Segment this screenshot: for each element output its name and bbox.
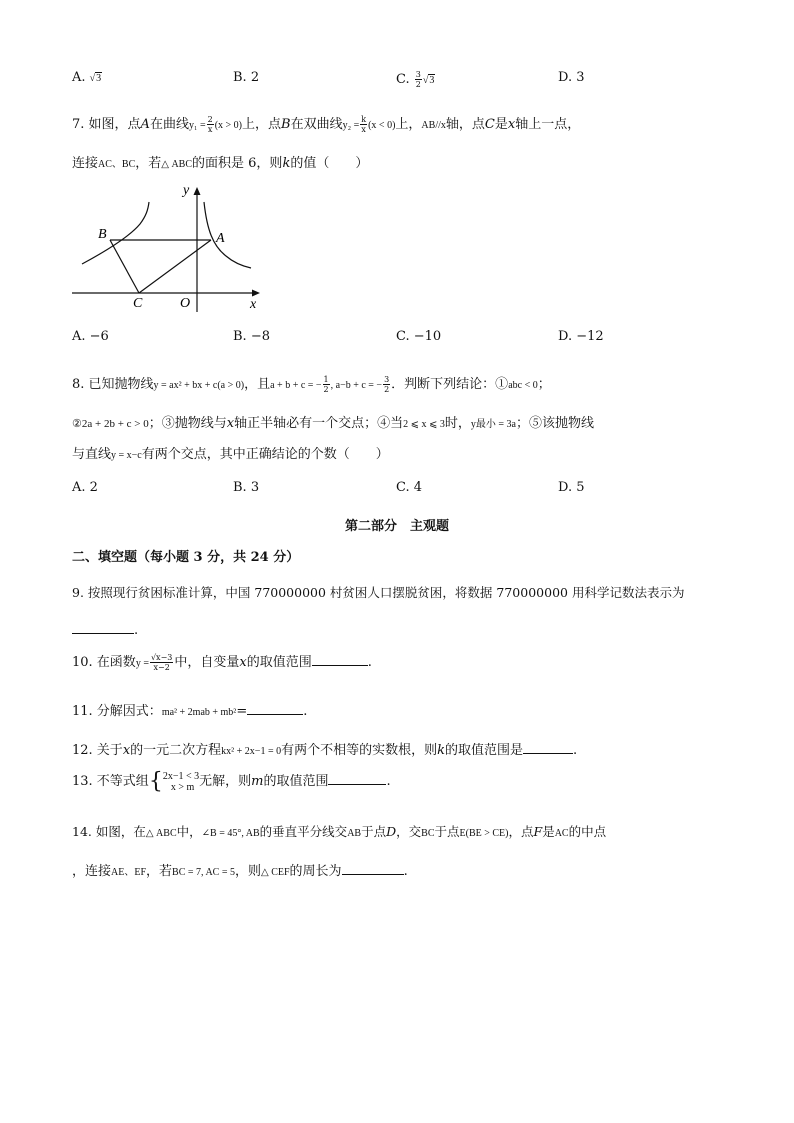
math: y = ax² + bx + c(a > 0)	[153, 380, 245, 391]
fraction	[150, 653, 173, 672]
label-o: O	[180, 296, 191, 311]
denominator: x	[207, 125, 213, 134]
denominator: 2	[323, 385, 329, 394]
option-label: A.	[72, 70, 86, 85]
math: AB//x	[421, 120, 446, 131]
q8-option-a: A. 2	[72, 480, 98, 495]
text: .	[573, 743, 578, 758]
variable: x	[507, 117, 516, 132]
text: 的取值范围	[246, 655, 312, 670]
text: 的取值范围是	[445, 743, 524, 758]
fraction	[207, 115, 214, 134]
q8-option-b: B. 3	[233, 480, 260, 495]
denominator: 2	[384, 385, 390, 394]
label-x: x	[250, 297, 257, 312]
q7-option-c: C. −10	[396, 329, 442, 344]
text: 在曲线	[149, 117, 189, 132]
text: ，点	[508, 824, 534, 839]
radicand: 3	[429, 75, 435, 86]
math: kx² + 2x−1 = 0	[221, 746, 282, 757]
math: △ CEF	[261, 867, 290, 878]
text: 轴上一点，	[515, 117, 581, 132]
math: BC = 7, AC = 5	[172, 867, 235, 878]
text: ，若	[135, 156, 162, 171]
text: 上，	[395, 117, 422, 132]
text: 无解，则	[199, 774, 252, 789]
inequality-2: x > m	[170, 781, 195, 793]
text: ；	[537, 377, 551, 392]
variable: x	[239, 655, 247, 670]
part2-title: 第二部分 主观题	[344, 519, 449, 534]
math: AC、BC	[98, 159, 136, 170]
point-label: D	[386, 824, 397, 839]
point-label: A	[140, 117, 150, 132]
text: 有两个交点，其中正确结论的个数（ ）	[141, 447, 389, 462]
text: 中，	[176, 824, 202, 839]
text: 8. 已知抛物线	[72, 377, 154, 392]
math: y = x−c	[111, 450, 142, 461]
label-y: y	[183, 183, 190, 198]
variable: m	[251, 774, 264, 789]
text: .	[367, 655, 372, 670]
text: ；⑤该抛物线	[515, 416, 594, 431]
math: △ ABC	[145, 828, 177, 839]
numerator: 1	[323, 375, 329, 384]
math: 2 ⩽ x ⩽ 3	[403, 419, 445, 430]
math: y₂ =	[342, 120, 360, 131]
text: 的垂直平分线交	[259, 824, 348, 839]
text: 的面积是 6，则	[192, 156, 283, 171]
q8-line3	[72, 443, 734, 462]
math: ②2a + 2b + c > 0	[72, 418, 149, 430]
q7-figure	[68, 180, 268, 315]
radicand: 3	[96, 73, 102, 84]
denominator: x	[361, 125, 366, 134]
q12-line	[72, 739, 734, 758]
q10-line	[72, 651, 734, 672]
q8-line1	[72, 373, 734, 394]
label-c: C	[133, 296, 143, 311]
answer-blank[interactable]	[72, 621, 134, 634]
text: 的值（ ）	[290, 156, 369, 171]
math: (x < 0)	[368, 120, 396, 131]
text: .	[403, 864, 408, 879]
q8-option-c: C. 4	[396, 480, 423, 495]
text: ．判断下列结论：①	[391, 377, 509, 392]
text: .	[134, 623, 139, 638]
text: ，则	[235, 864, 262, 879]
segment-bc	[110, 240, 139, 293]
math: y₁ =	[188, 120, 206, 131]
q9-text: 9. 按照现行贫困标准计算，中国 770000000 村贫困人口摆脱贫困，将数据 770000000 用科学记数法表示为	[72, 585, 685, 600]
q7-option-d: D. −12	[558, 329, 604, 344]
math: y =	[135, 658, 149, 669]
option-label: C.	[396, 72, 410, 87]
math: △ ABC	[161, 159, 193, 170]
numerator: 2	[207, 115, 213, 124]
math: AB	[347, 828, 362, 839]
q14-line2	[72, 860, 734, 879]
math: (x > 0)	[214, 120, 242, 131]
numerator: √x−3	[150, 653, 173, 662]
y-axis-arrow	[194, 187, 201, 195]
text: 有两个不相等的实数根，则	[281, 743, 438, 758]
text: 是	[542, 824, 555, 839]
text: .	[303, 704, 308, 719]
point-label: C	[484, 117, 495, 132]
sqrt-expression: √3	[89, 73, 102, 84]
variable: k	[282, 156, 291, 171]
answer-blank[interactable]	[312, 653, 368, 666]
math: abc < 0	[508, 380, 538, 391]
point-label: B	[281, 117, 291, 132]
segment-ac	[139, 240, 211, 293]
q7-option-a: A. −6	[72, 329, 109, 344]
q13-line	[72, 770, 734, 793]
inequality-1: 2x−1 < 3	[162, 770, 200, 782]
q6-option-d: D. 3	[558, 70, 585, 85]
math: BC	[421, 828, 435, 839]
text: ，连接	[72, 864, 112, 879]
curve-y1	[204, 202, 251, 268]
fraction	[383, 375, 390, 394]
denominator: x−2	[153, 663, 170, 672]
text: 的一元二次方程	[130, 743, 222, 758]
math: y最小 = 3a	[470, 419, 516, 430]
q8-line2	[72, 412, 734, 431]
math: , a−b + c = −	[330, 380, 383, 391]
text: 连接	[72, 156, 99, 171]
fraction	[323, 375, 330, 394]
text: 时，	[444, 416, 471, 431]
math: ∠B = 45°, AB	[201, 828, 260, 839]
text: 是	[494, 117, 508, 132]
math: E(BE > CE)	[459, 828, 509, 839]
numerator: 3	[384, 375, 390, 384]
variable: x	[226, 416, 235, 431]
text: ，交	[396, 824, 422, 839]
text: =	[236, 704, 248, 719]
inequality-system	[163, 771, 199, 793]
text: 7. 如图，点	[72, 117, 141, 132]
answer-blank[interactable]	[342, 862, 404, 875]
q7-line1	[72, 113, 734, 134]
fraction	[415, 70, 422, 89]
q9-answer-line	[72, 621, 734, 638]
answer-blank[interactable]	[523, 741, 573, 754]
sqrt-expression: √3	[422, 75, 435, 86]
numerator: 3	[415, 70, 421, 79]
math: AE、EF	[111, 867, 147, 878]
text: 上，点	[242, 117, 282, 132]
q6-option-c	[396, 70, 435, 89]
brace-icon: {	[148, 768, 163, 794]
text: 的取值范围	[263, 774, 329, 789]
text: .	[386, 774, 391, 789]
text: 中，自变量	[174, 655, 240, 670]
text: 在双曲线	[290, 117, 343, 132]
math: AC	[554, 828, 569, 839]
text: 13. 不等式组	[72, 774, 149, 789]
text: 轴，点	[445, 117, 485, 132]
section2-title: 二、填空题（每小题 3 分，共 24 分）	[72, 550, 300, 565]
math: ma² + 2mab + mb²	[161, 707, 237, 718]
fraction	[360, 115, 367, 134]
q7-option-b: B. −8	[233, 329, 270, 344]
denominator: 2	[415, 80, 421, 89]
math: a + b + c = −	[270, 380, 322, 391]
q6-option-a	[72, 70, 102, 85]
q6-option-b: B. 2	[233, 70, 260, 85]
curve-y2	[82, 202, 149, 264]
text: 轴正半轴必有一个交点；④当	[234, 416, 404, 431]
q8-option-d: D. 5	[558, 480, 585, 495]
text: 的中点	[568, 824, 607, 839]
text: 11. 分解因式：	[72, 704, 162, 719]
text: 的周长为	[289, 864, 342, 879]
q11-line	[72, 700, 734, 719]
text: 12. 关于	[72, 743, 123, 758]
q7-line2	[72, 152, 734, 171]
text: ，且	[244, 377, 271, 392]
variable: x	[122, 743, 131, 758]
label-b: B	[98, 227, 107, 242]
text: 于点	[434, 824, 460, 839]
answer-blank[interactable]	[247, 702, 303, 715]
point-label: F	[533, 824, 543, 839]
answer-blank[interactable]	[328, 772, 386, 785]
x-axis-arrow	[252, 290, 260, 297]
variable: k	[437, 743, 445, 758]
q14-line1	[72, 822, 734, 840]
text: ，若	[146, 864, 173, 879]
numerator: k	[361, 115, 367, 124]
text: ；③抛物线与	[148, 416, 227, 431]
label-a: A	[216, 231, 225, 246]
text: 14. 如图，在	[72, 824, 146, 839]
text: 10. 在函数	[72, 655, 136, 670]
text: 于点	[361, 824, 387, 839]
text: 与直线	[72, 447, 112, 462]
